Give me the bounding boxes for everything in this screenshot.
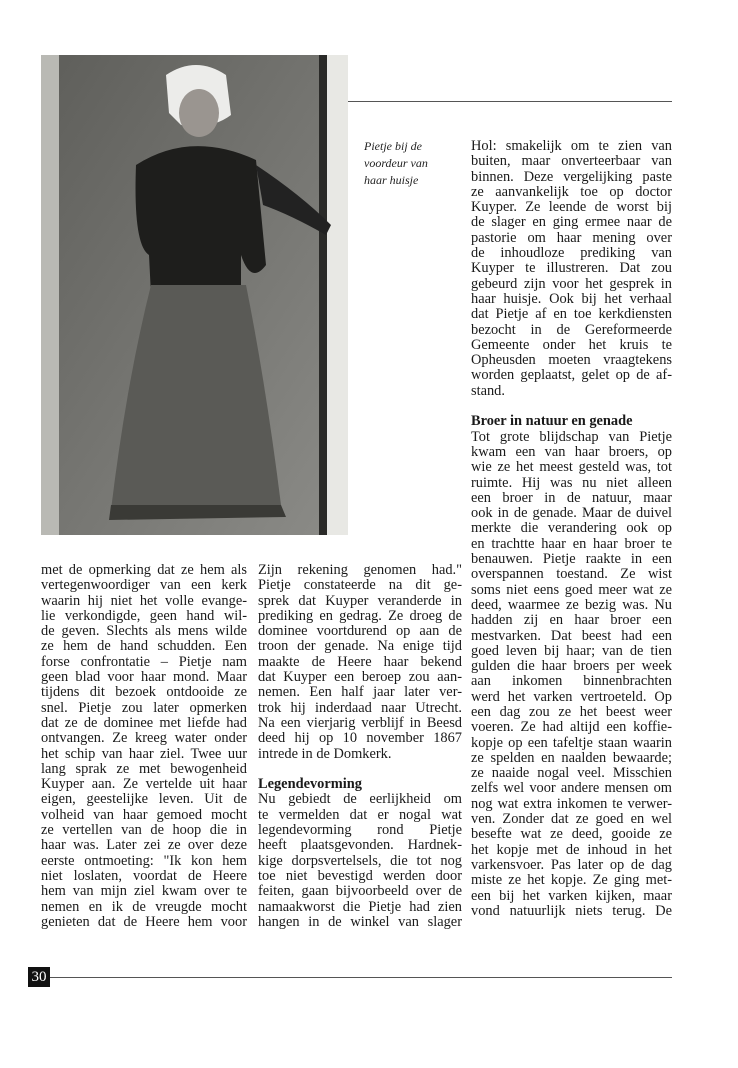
text-line: ze vertellen van de hoop die in xyxy=(41,822,247,839)
text-line: het schip van haar ziel. Twee uur xyxy=(41,745,247,762)
blank-line xyxy=(258,762,462,777)
text-line: dat ze de dominee met liefde had xyxy=(41,714,247,731)
text-line: gebeurd zijn voor het gesprek in xyxy=(471,275,672,292)
text-line: nemen. Een half jaar later ver- xyxy=(258,684,462,701)
text-line: intrede in de Domkerk. xyxy=(258,745,392,762)
text-line: goed leven bij haar; van de tien xyxy=(471,642,672,659)
text-line: bezocht in de Gereformeerde xyxy=(471,321,672,338)
text-column-3 xyxy=(471,139,672,919)
text-line: de slager en ging ermee naar de xyxy=(471,214,672,231)
text-line: Kuyper te illustreren. Dat zou xyxy=(471,260,672,277)
text-line: Kuyper. Ze leende de worst bij xyxy=(471,199,672,216)
text-line: Kuyper aan. Ze vertelde uit haar xyxy=(41,776,247,793)
photo-image xyxy=(41,55,348,535)
footer-rule xyxy=(50,977,672,978)
text-line: te vermelden dat er nogal wat xyxy=(258,806,462,823)
text-line: soms niet eens goed meer wat ze xyxy=(471,581,672,598)
text-line: deed hij op 10 november 1867 xyxy=(258,730,462,747)
text-line: ruimte. Hij was nu niet alleen xyxy=(471,474,672,491)
text-line: met de opmerking dat ze hem als xyxy=(41,562,247,578)
text-line: Hol: smakelijk om te zien van xyxy=(471,138,672,154)
text-line: de geven. Slechts als mens wilde xyxy=(41,623,247,640)
text-line: een broer in de natuur, maar xyxy=(471,489,672,506)
text-line: toe niet bevestigd werden door xyxy=(258,867,462,884)
text-line: nemen en ik de vreugde mocht xyxy=(41,898,247,915)
text-line: dominee voortdurend op aan de xyxy=(258,623,462,640)
text-line: Zijn rekening genomen had." xyxy=(258,562,462,578)
text-line: haar huisje. Ook bij het verhaal xyxy=(471,290,672,307)
text-line: kwam een van haar broers, op xyxy=(471,443,672,460)
text-line: kige dorpsvertelsels, die tot nog xyxy=(258,852,462,869)
section-heading: Legendevorming xyxy=(258,776,362,793)
text-line: ontvangen. Ze kreeg water onder xyxy=(41,730,247,747)
text-line: deed, waarmee ze bezig was. Nu xyxy=(471,596,672,613)
text-line: worden geplaatst, gelet op de af- xyxy=(471,367,672,384)
text-line: tijdens dit bezoek ontdooide ze xyxy=(41,684,247,701)
text-line: lang sprak ze met bewogenheid xyxy=(41,760,247,777)
text-line: een dag zou ze het beest weer xyxy=(471,703,672,720)
text-line: heeft plaatsgevonden. Hardnek- xyxy=(258,837,462,854)
text-line: ze hem de hand schudden. Een xyxy=(41,638,247,655)
text-line: varkensvoer. Pas later op de dag xyxy=(471,856,672,873)
text-line: miste ze het kopje. Ze ging met- xyxy=(471,872,672,889)
text-line: Na een vierjarig verblijf in Beesd xyxy=(258,714,462,731)
text-line: forse confrontatie – Pietje nam xyxy=(41,653,247,670)
text-line: vertegenwoordiger van een kerk xyxy=(41,577,247,594)
text-line: trok hij inderdaad naar Utrecht. xyxy=(258,699,462,716)
text-line: waarin hij niet het volle evange- xyxy=(41,592,247,609)
text-line: ze aanvankelijk toe op doctor xyxy=(471,183,672,200)
text-line: hem van mijn ziel kwam over te xyxy=(41,883,247,900)
text-line: werd het varken vertroeteld. Op xyxy=(471,688,672,705)
text-line: geen blad voor haar mond. Maar xyxy=(41,669,247,686)
text-line: de inhoudloze prediking van xyxy=(471,245,672,262)
text-line: voeren. Ze had altijd een koffie- xyxy=(471,719,672,736)
section-heading: Broer in natuur en genade xyxy=(471,413,633,430)
text-line: het kopje met de inhoud in het xyxy=(471,841,672,858)
text-line: nog wat extra inkomen te verwer- xyxy=(471,795,672,812)
text-line: ze spelden en naalden bewaarde; xyxy=(471,749,672,766)
text-line: benauwen. Pietje raakte in een xyxy=(471,551,672,568)
text-line: mestvarken. Dat beest had een xyxy=(471,627,672,644)
text-line: pastorie om haar mening over xyxy=(471,229,672,246)
text-line: en trachtte haar en haar broer te xyxy=(471,535,672,552)
caption-line: voordeur van xyxy=(364,156,428,170)
caption-line: Pietje bij de xyxy=(364,139,422,153)
text-line: kopje op een tafeltje staan waarin xyxy=(471,734,672,751)
text-line: feiten, gaan bijvoorbeeld over de xyxy=(258,883,462,900)
text-line: merkte die verandering ook op xyxy=(471,520,672,537)
text-line: hadden zij en haar broer een xyxy=(471,612,672,629)
text-line: troon der genade. Na enige tijd xyxy=(258,638,462,655)
text-line: buiten, maar onverteerbaar van xyxy=(471,153,672,170)
text-line: ook in de genade. Maar de duivel xyxy=(471,505,672,522)
text-line: Pietje constateerde na dit ge- xyxy=(258,577,462,594)
text-line: eigen, geestelijke leven. Uit de xyxy=(41,791,247,808)
text-line: niet loslaten, voordat de Heere xyxy=(41,867,247,884)
top-rule xyxy=(348,101,672,102)
text-line: maakte de Heere haar bekend xyxy=(258,653,462,670)
caption-line: haar huisje xyxy=(364,173,419,187)
text-line: Tot grote blijdschap van Pietje xyxy=(471,428,672,445)
text-line: Gemeente onder het kruis te xyxy=(471,336,672,353)
text-line: namaakworst die Pietje had zien xyxy=(258,898,462,915)
text-line: binnen. Deze vergelijking paste xyxy=(471,168,672,185)
text-line: volheid van haar gemoed mocht xyxy=(41,806,247,823)
text-line: wie ze het meest gesteld was, tot xyxy=(471,459,672,476)
text-line: overspannen toestand. Ze wist xyxy=(471,566,672,583)
text-line: snel. Pietje zou later opmerken xyxy=(41,699,247,716)
text-line: genieten dat de Heere hem voor xyxy=(41,913,247,930)
text-line: Opheusden moeten vraagtekens xyxy=(471,352,672,369)
text-line: gulden die haar broers per week xyxy=(471,658,672,675)
text-line: dat Pietje af en toe kerkdiensten xyxy=(471,306,672,323)
text-line: legendevorming rond Pietje xyxy=(258,822,462,839)
photo-caption xyxy=(364,138,454,189)
text-line: een bij het varken kijken, maar xyxy=(471,887,672,904)
text-line: Nu gebiedt de eerlijkheid om xyxy=(258,791,462,808)
text-line: aan inkomen binnenbrachten xyxy=(471,673,672,690)
text-line: prediking en gedrag. Ze droeg de xyxy=(258,607,462,624)
blank-line xyxy=(471,399,672,414)
page-number: 30 xyxy=(28,967,50,987)
text-line: sprek dat Kuyper veranderde in xyxy=(258,592,462,609)
text-line: eerste ontmoeting: "Ik kon hem xyxy=(41,852,247,869)
text-line: stand. xyxy=(471,382,505,399)
text-line: dat Kuyper een beroep zou aan- xyxy=(258,669,462,686)
text-line: zelfs wel voor andere mensen om xyxy=(471,780,672,797)
text-line: hangen in de winkel van slager xyxy=(258,913,462,930)
text-line: ven. Zonder dat ze goed en wel xyxy=(471,811,672,828)
photo-pietje-at-door xyxy=(41,55,348,535)
text-column-1 xyxy=(41,563,247,930)
text-line: besefte wat ze deed, gooide ze xyxy=(471,826,672,843)
text-line: haar was. Later zei ze over deze xyxy=(41,837,247,854)
text-line: vond natuurlijk niets terug. De xyxy=(471,902,672,919)
text-line: lie verkondigde, geen hand wil- xyxy=(41,607,247,624)
text-line: ze naaide nogal veel. Misschien xyxy=(471,765,672,782)
text-column-2 xyxy=(258,563,462,930)
